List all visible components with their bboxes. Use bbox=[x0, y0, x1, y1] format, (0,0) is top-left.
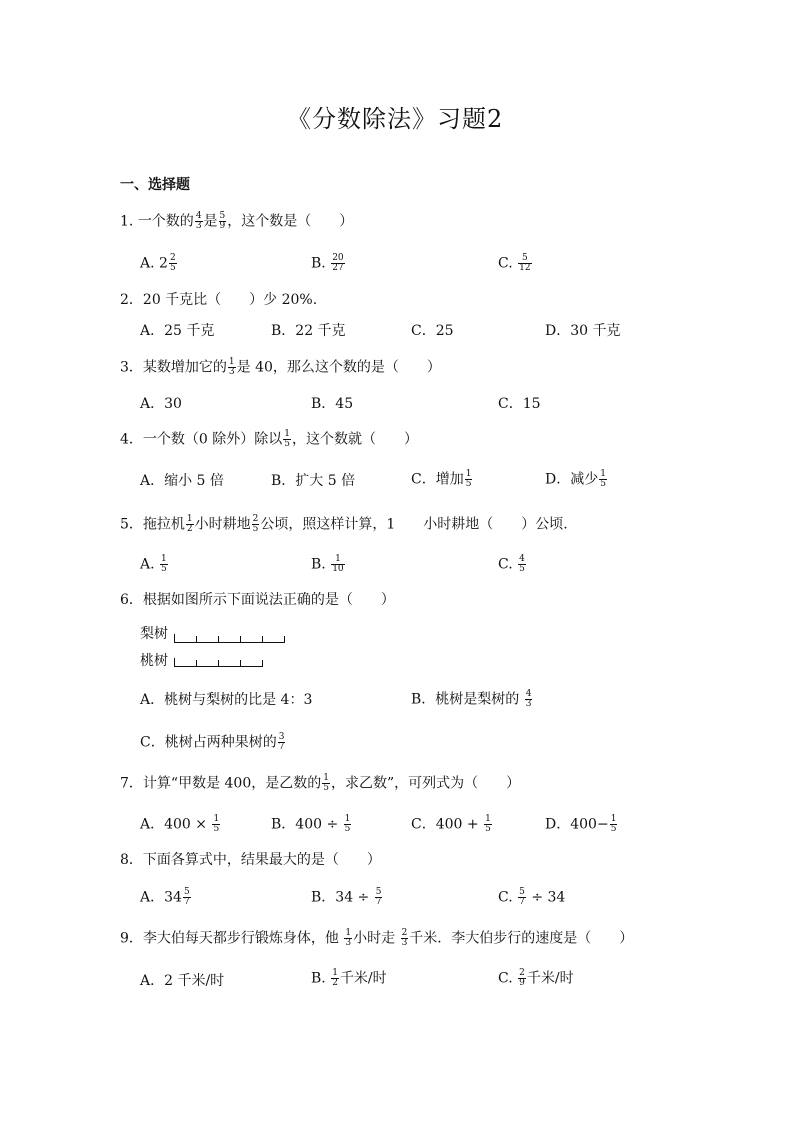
peach-bar bbox=[174, 658, 263, 667]
option-7c[interactable]: C．400 + $\frac{1}{5}$ bbox=[411, 814, 491, 834]
option-1b[interactable]: B. $\frac{20}{27}$ bbox=[311, 253, 344, 273]
label-peach: 桃树 bbox=[140, 653, 168, 669]
bar-tick bbox=[218, 636, 219, 642]
bar-tick bbox=[240, 660, 241, 666]
option-6c[interactable]: C．桃树占两种果树的 $\frac{3}{7}$ bbox=[140, 732, 285, 752]
option-6b[interactable]: B．桃树是梨树的 $\frac{4}{3}$ bbox=[411, 689, 532, 709]
option-1c[interactable]: C. $\frac{5}{12}$ bbox=[498, 253, 531, 273]
question-3: 3．某数增加它的 $\frac{1}{3}$ 是 40，那么这个数的是（ ） bbox=[120, 357, 441, 377]
question-9: 9．李大伯每天都步行锻炼身体，他 $\frac{1}{3}$ 小时走 $\frac{2}{3}$ 千米．李大伯步行的速度是（ ） bbox=[120, 928, 634, 948]
question-1: 1. 一个数的 $\frac{4}{3}$ 是 $\frac{5}{9}$ ，这个数是（ ） bbox=[120, 211, 354, 231]
option-8b[interactable]: B．34 ÷ $\frac{5}{7}$ bbox=[311, 887, 382, 907]
option-7d[interactable]: D．400− $\frac{1}{5}$ bbox=[545, 814, 617, 834]
option-7b[interactable]: B．400 ÷ $\frac{1}{5}$ bbox=[271, 814, 351, 834]
option-4d[interactable]: D．减少 $\frac{1}{5}$ bbox=[545, 469, 606, 489]
option-4a[interactable]: A．缩小 5 倍 bbox=[140, 473, 224, 489]
question-7: 7．计算“甲数是 400，是乙数的 $\frac{1}{5}$ ，求乙数”，可列式为（ ） bbox=[120, 773, 521, 793]
bar-tick bbox=[196, 636, 197, 642]
option-5a[interactable]: A. $\frac{1}{5}$ bbox=[140, 554, 167, 574]
question-2: 2．20 千克比（ ）少 20%. bbox=[120, 292, 318, 308]
option-3c[interactable]: C．15 bbox=[498, 396, 541, 412]
option-2a[interactable]: A．25 千克 bbox=[140, 323, 215, 339]
pear-bar bbox=[174, 634, 285, 643]
option-3a[interactable]: A．30 bbox=[140, 396, 182, 412]
bar-tick bbox=[196, 660, 197, 666]
bar-tick bbox=[218, 660, 219, 666]
bar-tick bbox=[284, 636, 285, 642]
section-heading: 一、选择题 bbox=[120, 177, 190, 193]
option-1a[interactable]: A. 2 $\frac{2}{5}$ bbox=[140, 253, 176, 273]
option-8c[interactable]: C. $\frac{5}{7}$ ÷ 34 bbox=[498, 887, 566, 907]
option-8a[interactable]: A．34 $\frac{5}{7}$ bbox=[140, 887, 190, 907]
question-5: 5．拖拉机 $\frac{1}{2}$ 小时耕地 $\frac{2}{5}$ 公顷，照这样计算，1 小时耕地（ ）公顷. bbox=[120, 514, 568, 534]
option-9c[interactable]: C. $\frac{2}{9}$ 千米/时 bbox=[498, 968, 574, 988]
option-2b[interactable]: B．22 千克 bbox=[271, 323, 346, 339]
option-2c[interactable]: C．25 bbox=[411, 323, 454, 339]
bar-tick bbox=[262, 636, 263, 642]
option-3b[interactable]: B．45 bbox=[311, 396, 354, 412]
option-7a[interactable]: A．400 × $\frac{1}{5}$ bbox=[140, 814, 220, 834]
option-6a[interactable]: A．桃树与梨树的比是 4：3 bbox=[140, 692, 313, 708]
label-pear: 梨树 bbox=[140, 626, 168, 642]
question-8: 8．下面各算式中，结果最大的是（ ） bbox=[120, 852, 381, 868]
question-6: 6．根据如图所示下面说法正确的是（ ） bbox=[120, 592, 395, 608]
page-title: 《分数除法》习题2 bbox=[287, 105, 504, 133]
option-5c[interactable]: C. $\frac{4}{5}$ bbox=[498, 554, 525, 574]
question-4: 4．一个数（0 除外）除以 $\frac{1}{5}$ ，这个数就（ ） bbox=[120, 429, 419, 449]
option-4b[interactable]: B．扩大 5 倍 bbox=[271, 473, 356, 489]
bar-tick bbox=[262, 660, 263, 666]
option-4c[interactable]: C．增加 $\frac{1}{5}$ bbox=[411, 469, 472, 489]
option-9a[interactable]: A．2 千米/时 bbox=[140, 973, 225, 989]
option-5b[interactable]: B. $\frac{1}{10}$ bbox=[311, 554, 344, 574]
option-2d[interactable]: D．30 千克 bbox=[545, 323, 621, 339]
bar-tick bbox=[240, 636, 241, 642]
fraction: $\frac{4}{3}$ bbox=[195, 211, 202, 231]
option-9b[interactable]: B. $\frac{1}{2}$ 千米/时 bbox=[311, 968, 387, 988]
fraction: $\frac{5}{9}$ bbox=[219, 211, 226, 231]
